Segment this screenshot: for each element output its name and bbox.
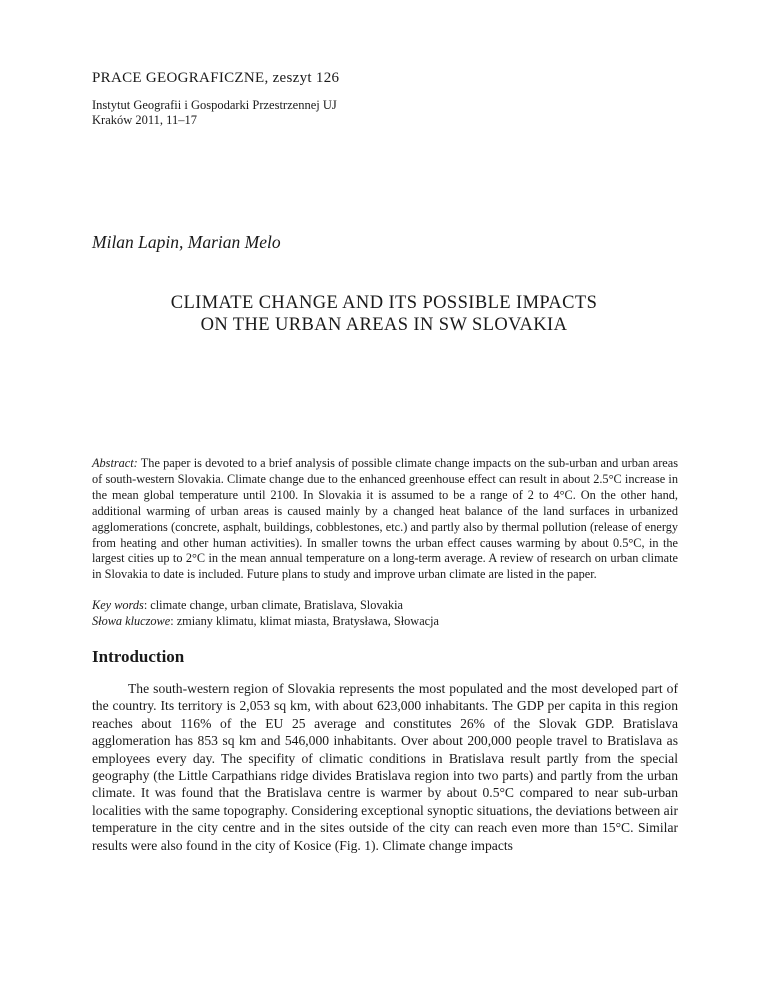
keywords-pl-text: : zmiany klimatu, klimat miasta, Bratysława, Słowacja: [170, 613, 439, 628]
paper-title: [92, 292, 676, 336]
introduction-paragraph: The south-western region of Slovakia represents the most populated and the most developed part of the country. Its territory is 2,053 sq km, with about 623,000 inhabitants. The GDP per capita in this region reaches about 116% of the EU 25 average and constitutes 26% of the Slovak GDP. Bratislava agglomeration has 853 sq km and 546,000 inhabitants. Over about 200,000 people travel to Bratislava as employees every day. The specifity of climatic conditions in Bratislava result partly from the special geography (the Little Carpathians ridge divides Bratislava region into two parts) and partly from the urban climate. It was found that the Bratislava centre is warmer by about 0.5°C compared to near sub-urban localities with the same topography. Considering exceptional synoptic situations, the deviations between air temperature in the city centre and in the sites outside of the city can reach even more than 15°C. Similar results were also found in the city of Kosice (Fig. 1). Climate change impacts: [92, 681, 678, 853]
institute-name: Instytut Geografii i Gospodarki Przestrzennej UJ: [92, 98, 337, 112]
keywords-pl-label: Słowa kluczowe: [92, 613, 171, 628]
keywords-label: Key words: [92, 598, 144, 612]
abstract-text: The paper is devoted to a brief analysis of possible climate change impacts on the sub-urban and urban areas of south-western Slovakia. Climate change due to the enhanced greenhouse effect can result in about 2.5°C increase in the mean global temperature until 2100. In Slovakia it is assumed to be a range of 2 to 4°C. On the other hand, additional warming of urban areas is caused mainly by a changed heat balance of the land surfaces in urbanized agglomerations (concrete, asphalt, buildings, cobblestones, etc.) and partly also by thermal pollution (release of energy from heating and other human activities). In smaller towns the urban effect causes warming by about 0.5°C, in the largest cities up to 2°C in the mean annual temperature on a long-term average. A review of research on urban climate in Slovakia to date is included. Future plans to study and improve urban climate are listed in the paper.: [92, 456, 678, 582]
title-line-2: ON THE URBAN AREAS IN SW SLOVAKIA: [200, 315, 568, 335]
keywords-english: [92, 598, 678, 614]
keywords-polish: [92, 614, 678, 630]
keywords-text: : climate change, urban climate, Bratislava, Slovakia: [143, 598, 403, 612]
author-list: Milan Lapin, Marian Melo: [92, 232, 281, 252]
place-year-pages: Kraków 2011, 11–17: [92, 113, 197, 127]
journal-name: PRACE GEOGRAFICZNE, zeszyt 126: [92, 70, 340, 86]
section-heading-introduction: Introduction: [92, 647, 185, 666]
keywords-block: [92, 598, 678, 629]
abstract: [92, 456, 678, 583]
title-line-1: CLIMATE CHANGE AND ITS POSSIBLE IMPACTS: [170, 293, 598, 313]
abstract-label: Abstract:: [92, 456, 138, 470]
publisher-info: [92, 98, 337, 128]
